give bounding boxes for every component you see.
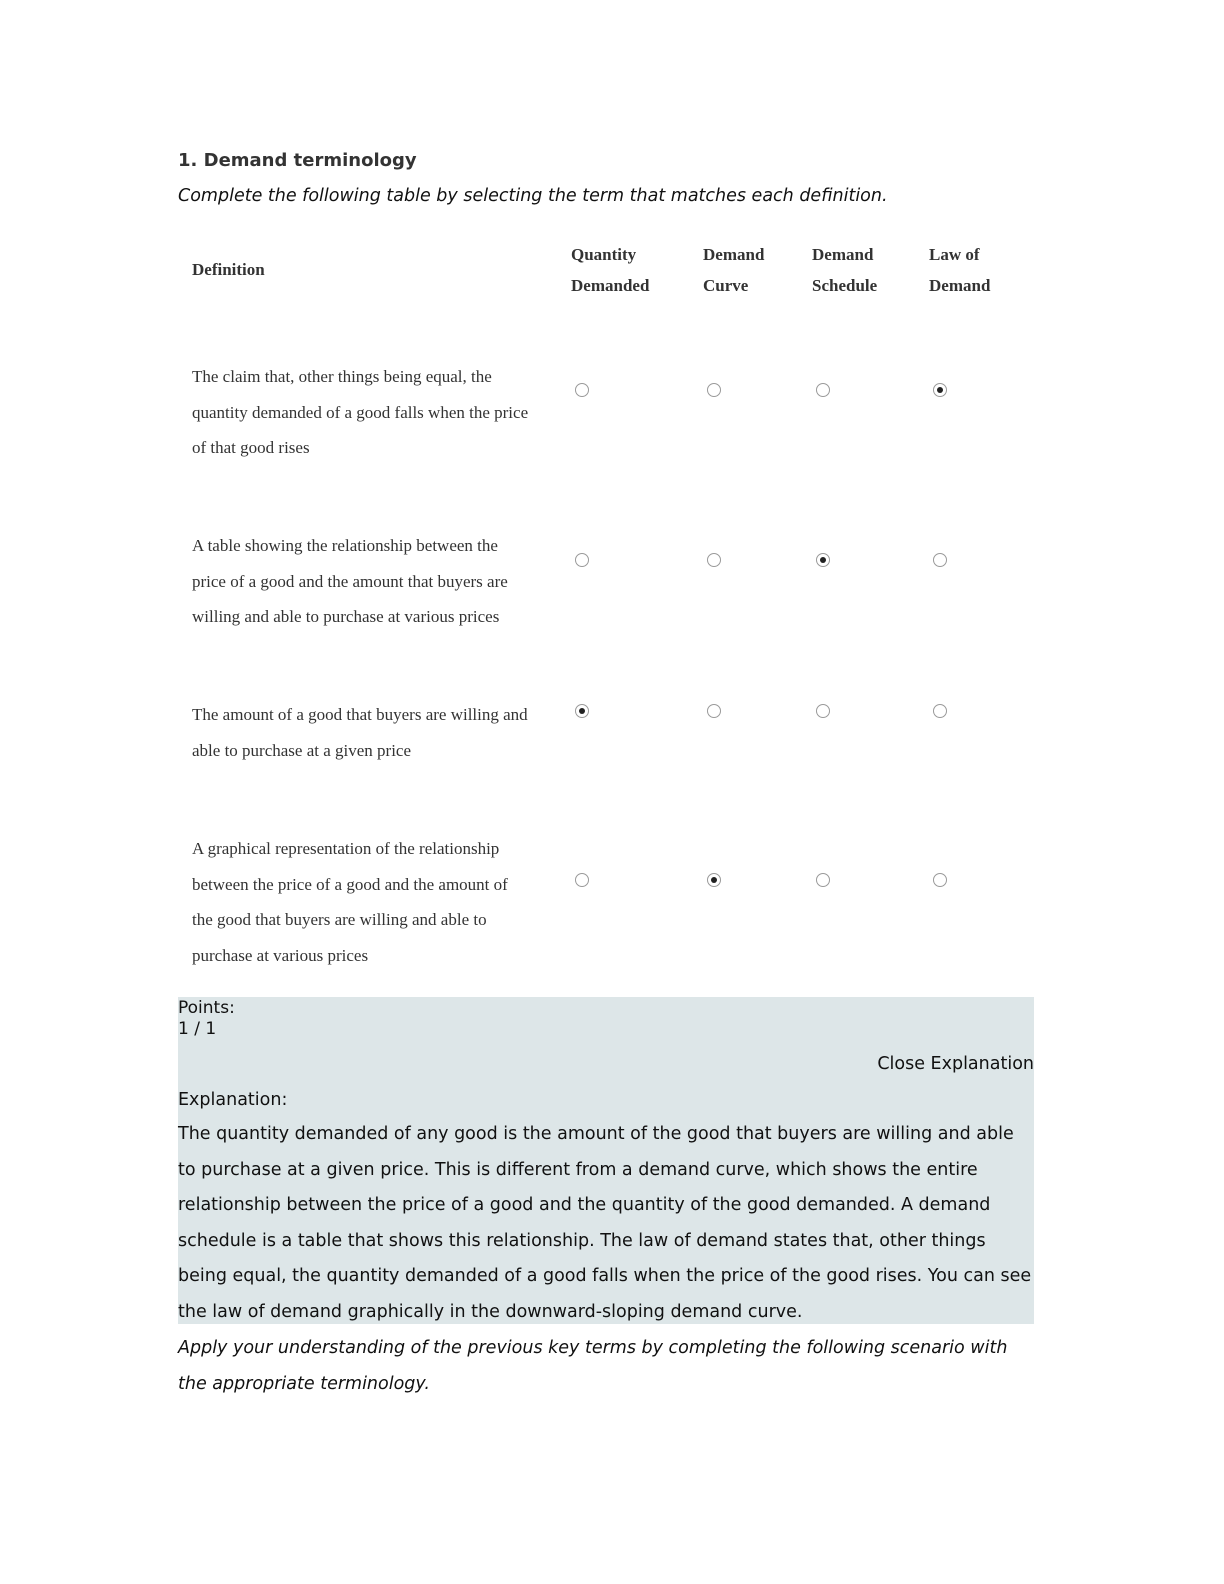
col-header-line: Demanded bbox=[571, 276, 650, 295]
radio-row-4-quantity-demanded[interactable] bbox=[575, 873, 589, 887]
question-title: 1. Demand terminology bbox=[178, 150, 417, 171]
explanation-text: The quantity demanded of any good is the amount of the good that buyers are willing and able to purchase at a given price. This is different from a demand curve, which shows the entire relationship between the price of a good and the quantity of the good demanded. A demand schedule is a table that shows this relationship. The law of demand states that, other things being equal, the quantity demanded of a good falls when the price of the good rises. You can see the law of demand graphically in the downward-sloping demand curve. bbox=[178, 1124, 1032, 1322]
radio-row-3-law-of-demand[interactable] bbox=[933, 704, 947, 718]
radio-row-2-quantity-demanded[interactable] bbox=[575, 553, 589, 567]
radio-row-1-quantity-demanded[interactable] bbox=[575, 383, 589, 397]
col-header-line: Demand bbox=[703, 245, 765, 264]
col-header-demand-curve bbox=[703, 239, 764, 301]
col-header-line: Curve bbox=[703, 276, 749, 295]
radio-row-2-demand-schedule[interactable] bbox=[816, 553, 830, 567]
col-header-demand-schedule bbox=[812, 239, 877, 301]
radio-row-2-law-of-demand[interactable] bbox=[933, 553, 947, 567]
close-explanation-link[interactable]: Close Explanation bbox=[877, 1054, 1034, 1074]
col-header-line: Demand bbox=[812, 245, 874, 264]
col-header-line: Schedule bbox=[812, 276, 878, 295]
radio-row-1-demand-schedule[interactable] bbox=[816, 383, 830, 397]
radio-row-4-demand-schedule[interactable] bbox=[816, 873, 830, 887]
question-instruction: Complete the following table by selecting the term that matches each definition. bbox=[178, 186, 888, 206]
radio-row-4-law-of-demand[interactable] bbox=[933, 873, 947, 887]
definition-row-2: A table showing the relationship between the price of a good and the amount that buyers are willing and able to purchase at various prices bbox=[192, 536, 508, 626]
points-label: Points: bbox=[178, 998, 235, 1018]
radio-row-4-demand-curve[interactable] bbox=[707, 873, 721, 887]
radio-row-3-quantity-demanded[interactable] bbox=[575, 704, 589, 718]
followup-instruction: Apply your understanding of the previous key terms by completing the following scenario with the appropriate terminology. bbox=[178, 1338, 1008, 1394]
radio-row-1-law-of-demand[interactable] bbox=[933, 383, 947, 397]
radio-row-2-demand-curve[interactable] bbox=[707, 553, 721, 567]
col-header-quantity-demanded bbox=[571, 239, 649, 301]
definition-header: Definition bbox=[192, 260, 265, 279]
col-header-line: Quantity bbox=[571, 245, 637, 264]
points-value: 1 / 1 bbox=[178, 1019, 217, 1039]
col-header-line: Law of bbox=[929, 245, 980, 264]
radio-row-3-demand-schedule[interactable] bbox=[816, 704, 830, 718]
explanation-label: Explanation: bbox=[178, 1090, 288, 1110]
radio-row-1-demand-curve[interactable] bbox=[707, 383, 721, 397]
col-header-line: Demand bbox=[929, 276, 991, 295]
col-header-law-of-demand bbox=[929, 239, 990, 301]
definition-row-4: A graphical representation of the relationship between the price of a good and the amount of the good that buyers are willing and able to purchase at various prices bbox=[192, 839, 508, 965]
definition-row-1: The claim that, other things being equal, the quantity demanded of a good falls when the price of that good rises bbox=[192, 367, 529, 457]
radio-row-3-demand-curve[interactable] bbox=[707, 704, 721, 718]
definition-row-3: The amount of a good that buyers are willing and able to purchase at a given price bbox=[192, 705, 528, 760]
